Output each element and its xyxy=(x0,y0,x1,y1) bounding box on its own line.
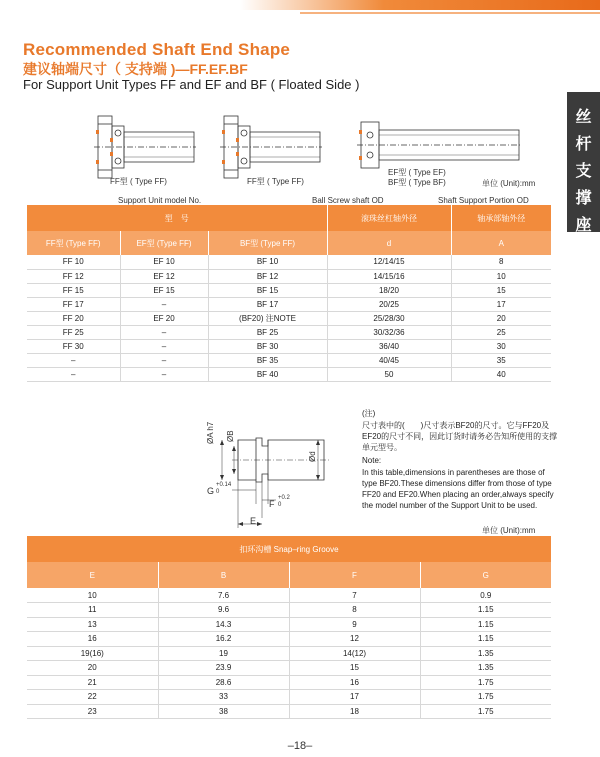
dim-f: F xyxy=(269,499,275,509)
table-cell: – xyxy=(120,325,208,339)
dim-f-tol-upper: +0.2 xyxy=(278,495,290,501)
table-cell: 19 xyxy=(158,646,289,661)
table-row xyxy=(27,661,551,676)
table-cell: EF 20 xyxy=(120,311,208,325)
table-row xyxy=(27,617,551,632)
header-model: 型 号 xyxy=(27,205,327,231)
note-cn-title: (注) xyxy=(362,409,376,418)
table-cell: 10 xyxy=(451,269,551,283)
table-row xyxy=(27,588,551,603)
table-row xyxy=(27,283,551,297)
subheader-cell: FF型 (Type FF) xyxy=(27,231,120,255)
table-row xyxy=(27,311,551,325)
table-cell: BF 25 xyxy=(208,325,327,339)
table-row xyxy=(27,297,551,311)
side-tab-char: 丝 xyxy=(575,109,592,126)
table-row xyxy=(27,704,551,719)
table-cell: 14.3 xyxy=(158,617,289,632)
table-title-row xyxy=(27,536,551,562)
dim-g-tol-upper: +0.14 xyxy=(216,482,232,488)
support-unit-table xyxy=(27,205,551,382)
table-row xyxy=(27,269,551,283)
table-row xyxy=(27,603,551,618)
table-cell: 14(12) xyxy=(289,646,420,661)
table-cell: 25/28/30 xyxy=(327,311,451,325)
page-title-en: Recommended Shaft End Shape xyxy=(23,40,291,59)
table-cell: 15 xyxy=(451,283,551,297)
subheader-cell: A xyxy=(451,231,551,255)
table-cell: 16.2 xyxy=(158,632,289,647)
table-cell: 1.35 xyxy=(420,646,551,661)
table-cell: 38 xyxy=(158,704,289,719)
table-cell: 21 xyxy=(27,675,158,690)
table-cell: 1.75 xyxy=(420,704,551,719)
table-cell: 19(16) xyxy=(27,646,158,661)
table-row xyxy=(27,255,551,269)
table1-shaft-caption: Ball Screw shaft OD xyxy=(312,196,384,205)
ff-support-drawing xyxy=(92,106,197,184)
header-accent-line xyxy=(300,12,600,14)
header-g: G xyxy=(420,562,551,588)
table-cell: BF 30 xyxy=(208,339,327,353)
table-cell: 12/14/15 xyxy=(327,255,451,269)
page-subtitle: For Support Unit Types FF and EF and BF ( Floated Side ) xyxy=(23,77,360,92)
table-cell: 18 xyxy=(289,704,420,719)
side-tab-char: 支 xyxy=(575,163,592,180)
table-cell: BF 40 xyxy=(208,367,327,381)
side-tab-char: 座 xyxy=(575,217,592,234)
unit-label-2: 单位 (Unit):mm xyxy=(482,526,536,535)
table-cell: 22 xyxy=(27,690,158,705)
dim-f-tol-lower: 0 xyxy=(278,502,282,508)
table-cell: 10 xyxy=(27,588,158,603)
table-cell: 14/15/16 xyxy=(327,269,451,283)
side-tab-char: 杆 xyxy=(575,136,592,153)
table-cell: 1.15 xyxy=(420,603,551,618)
table-cell: 20/25 xyxy=(327,297,451,311)
table-cell: 9 xyxy=(289,617,420,632)
table-cell: 36/40 xyxy=(327,339,451,353)
table-cell: 17 xyxy=(451,297,551,311)
ef-type-label: EF型 ( Type EF) xyxy=(388,168,446,177)
table-cell: 1.35 xyxy=(420,661,551,676)
table-cell: 8 xyxy=(289,603,420,618)
table-cell: 11 xyxy=(27,603,158,618)
header-b: B xyxy=(158,562,289,588)
header-shaft-od: 滚珠丝杠轴外径 xyxy=(327,205,451,231)
table-cell: 30/32/36 xyxy=(327,325,451,339)
page-title-cn: 建议轴端尺寸（ 支持端 )—FF.EF.BF xyxy=(23,61,248,77)
table-cell: 20 xyxy=(451,311,551,325)
header-e: E xyxy=(27,562,158,588)
ef-bf-support-drawing xyxy=(357,116,522,174)
table-cell: FF 20 xyxy=(27,311,120,325)
table-cell: BF 12 xyxy=(208,269,327,283)
table-header-row xyxy=(27,205,551,231)
table-cell: 35 xyxy=(451,353,551,367)
dim-phi-d: Ød xyxy=(308,451,317,462)
dim-phi-a: ØA h7 xyxy=(206,421,215,444)
table-cell: FF 12 xyxy=(27,269,120,283)
table-cell: 13 xyxy=(27,617,158,632)
table-cell: – xyxy=(120,353,208,367)
ff-support-drawing-2 xyxy=(218,106,323,184)
table-cell: 0.9 xyxy=(420,588,551,603)
table-row xyxy=(27,325,551,339)
table-cell: 1.15 xyxy=(420,617,551,632)
snap-ring-groove-table xyxy=(27,536,551,719)
table-row xyxy=(27,690,551,705)
note-block xyxy=(362,408,562,512)
table-cell: FF 30 xyxy=(27,339,120,353)
table-cell: BF 10 xyxy=(208,255,327,269)
table-cell: 40/45 xyxy=(327,353,451,367)
table-cell: 9.6 xyxy=(158,603,289,618)
table-cell: 30 xyxy=(451,339,551,353)
header-f: F xyxy=(289,562,420,588)
page-number: –18– xyxy=(287,740,313,752)
table-cell: 33 xyxy=(158,690,289,705)
table-cell: – xyxy=(120,297,208,311)
table-row xyxy=(27,632,551,647)
table-row xyxy=(27,646,551,661)
table-cell: 12 xyxy=(289,632,420,647)
table-cell: 18/20 xyxy=(327,283,451,297)
table-row xyxy=(27,367,551,381)
ff-type-label-2: FF型 ( Type FF) xyxy=(247,177,304,186)
table-cell: 25 xyxy=(451,325,551,339)
table-cell: 40 xyxy=(451,367,551,381)
table-cell: – xyxy=(27,353,120,367)
bf-type-label: BF型 ( Type BF) xyxy=(388,178,446,187)
table-cell: 23 xyxy=(27,704,158,719)
table1-portion-caption: Shaft Support Portion OD xyxy=(438,196,529,205)
unit-label: 单位 (Unit):mm xyxy=(482,179,536,188)
table-cell: BF 35 xyxy=(208,353,327,367)
side-tab-char: 撑 xyxy=(575,190,592,207)
table-cell: 7.6 xyxy=(158,588,289,603)
table-cell: 20 xyxy=(27,661,158,676)
table-header-row xyxy=(27,562,551,588)
table-cell: – xyxy=(120,339,208,353)
note-en-title: Note: xyxy=(362,456,382,465)
header-portion-od: 轴承部轴外径 xyxy=(451,205,551,231)
header-accent-bar xyxy=(240,0,600,10)
dim-phi-b: ØB xyxy=(226,430,235,442)
note-en-body: In this table,dimensions in parentheses are those of type BF20.These dimensions differ from those of type FF20 and EF20.When placing an order,always specify the model number of the Support Unit to be used. xyxy=(362,468,554,510)
table-subheader-row xyxy=(27,231,551,255)
table-cell: 28.6 xyxy=(158,675,289,690)
table-cell: BF 15 xyxy=(208,283,327,297)
side-category-tab xyxy=(567,92,600,232)
subheader-cell: d xyxy=(327,231,451,255)
dim-g-tol-lower: 0 xyxy=(216,489,220,495)
note-cn-body: 尺寸表中的( )尺寸表示BF20的尺寸。它与FF20及EF20的尺寸不同，因此订货时请务必告知所使用的支撑单元型号。 xyxy=(362,421,558,452)
table-cell: EF 10 xyxy=(120,255,208,269)
table-cell: 23.9 xyxy=(158,661,289,676)
ff-type-label: FF型 ( Type FF) xyxy=(110,177,167,186)
table-cell: BF 17 xyxy=(208,297,327,311)
table-cell: 16 xyxy=(27,632,158,647)
table-cell: 7 xyxy=(289,588,420,603)
table-row xyxy=(27,675,551,690)
table-cell: 8 xyxy=(451,255,551,269)
table-cell: – xyxy=(27,367,120,381)
shaft-end-drawing xyxy=(196,400,336,532)
table-cell: EF 15 xyxy=(120,283,208,297)
table-cell: FF 10 xyxy=(27,255,120,269)
table-cell: 1.15 xyxy=(420,632,551,647)
table-cell: 50 xyxy=(327,367,451,381)
dim-g: G xyxy=(207,486,215,496)
table-cell: 15 xyxy=(289,661,420,676)
table-cell: EF 12 xyxy=(120,269,208,283)
dim-e: E xyxy=(250,516,257,526)
table-cell: 16 xyxy=(289,675,420,690)
table-cell: FF 17 xyxy=(27,297,120,311)
table-cell: 1.75 xyxy=(420,675,551,690)
table-cell: 17 xyxy=(289,690,420,705)
table-cell: FF 15 xyxy=(27,283,120,297)
snap-ring-title: 扣环沟槽 Snap–ring Groove xyxy=(27,536,551,562)
subheader-cell: BF型 (Type FF) xyxy=(208,231,327,255)
table-cell: – xyxy=(120,367,208,381)
table-cell: (BF20) 注NOTE xyxy=(208,311,327,325)
table-cell: 1.75 xyxy=(420,690,551,705)
table1-model-caption: Support Unit model No. xyxy=(118,196,202,205)
table-cell: FF 25 xyxy=(27,325,120,339)
subheader-cell: EF型 (Type FF) xyxy=(120,231,208,255)
table-row xyxy=(27,353,551,367)
table-row xyxy=(27,339,551,353)
